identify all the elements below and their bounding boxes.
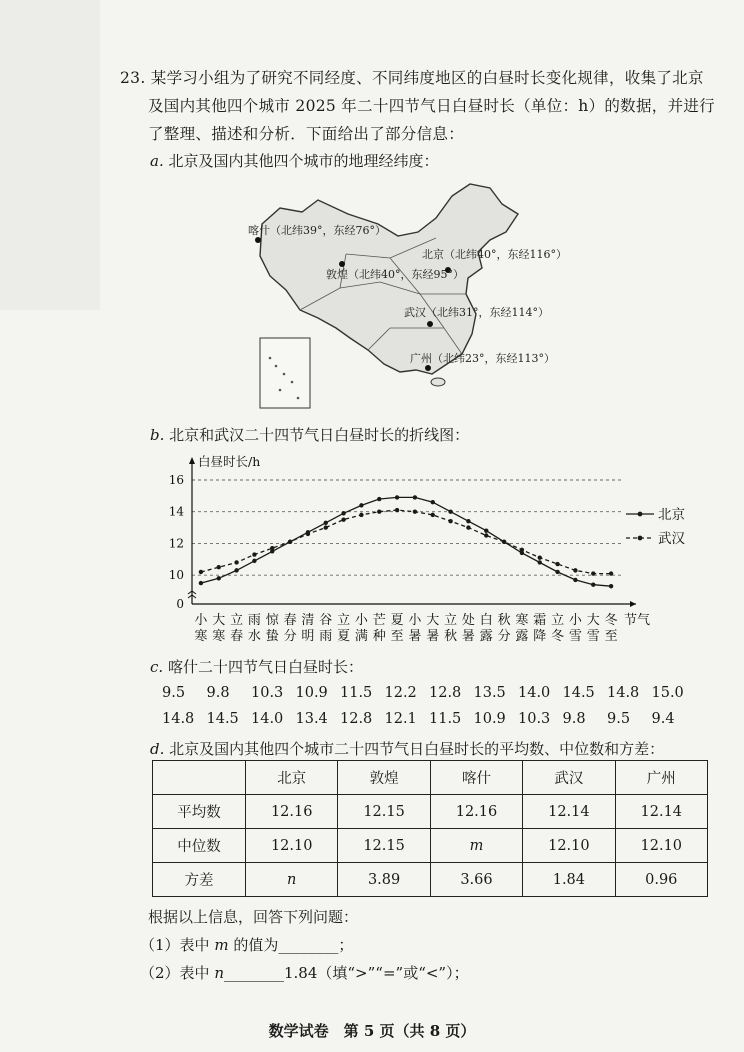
kashgar-value: 14.0 xyxy=(518,685,551,701)
kashgar-value: 10.9 xyxy=(295,685,328,701)
x-tick-label: 分 xyxy=(283,629,297,644)
data-point-0 xyxy=(359,503,363,507)
stats-table xyxy=(152,760,708,897)
data-point-0 xyxy=(199,581,203,585)
kashgar-value: 9.8 xyxy=(206,685,230,701)
x-tick-label: 种 xyxy=(372,629,386,644)
data-point-1 xyxy=(591,571,595,575)
kashgar-value: 9.8 xyxy=(562,711,586,727)
data-point-0 xyxy=(431,500,435,504)
data-point-0 xyxy=(234,568,238,572)
x-tick-label: 白 xyxy=(479,613,493,628)
y-tick-label: 0 xyxy=(176,597,184,611)
table-header-cell: 武汉 xyxy=(523,761,615,795)
x-tick-label: 小 xyxy=(194,613,208,628)
kashgar-value: 15.0 xyxy=(651,685,684,701)
x-tick-label: 立 xyxy=(551,613,565,628)
x-tick-label: 雪 xyxy=(568,629,582,644)
y-axis-arrow xyxy=(189,457,195,464)
x-tick-label: 小 xyxy=(568,613,582,628)
south-sea-inset xyxy=(260,338,310,408)
data-point-0 xyxy=(538,560,542,564)
part-c-title: 喀什二十四节气日白昼时长： xyxy=(167,658,363,676)
x-tick-label: 雨 xyxy=(247,613,261,628)
y-tick-label: 16 xyxy=(168,473,184,487)
data-point-1 xyxy=(252,552,256,556)
kashgar-value: 9.5 xyxy=(607,711,631,727)
kashgar-row-2 xyxy=(162,711,696,727)
x-tick-label: 雪 xyxy=(586,629,600,644)
x-tick-label: 暑 xyxy=(408,629,422,644)
part-b-title: 北京和武汉二十四节气日白昼时长的折线图： xyxy=(169,426,470,444)
table-cell: 12.16 xyxy=(246,795,338,829)
data-point-1 xyxy=(341,517,345,521)
x-tick-label: 水 xyxy=(247,629,261,644)
city-label-wuhan: 武汉（北纬31°，东经114°） xyxy=(404,306,549,319)
table-cell: 12.10 xyxy=(246,829,338,863)
x-tick-label: 大 xyxy=(212,613,226,628)
data-point-1 xyxy=(359,513,363,517)
data-point-1 xyxy=(199,570,203,574)
table-cell: 3.66 xyxy=(430,863,522,897)
data-point-1 xyxy=(217,565,221,569)
x-tick-label: 露 xyxy=(479,629,493,644)
data-point-1 xyxy=(395,508,399,512)
q1-variable: m xyxy=(214,936,229,954)
data-point-1 xyxy=(234,560,238,564)
part-b-heading xyxy=(150,424,469,445)
x-tick-label: 立 xyxy=(230,613,244,628)
table-row xyxy=(153,829,708,863)
table-cell: 12.15 xyxy=(338,795,430,829)
table-cell: 12.10 xyxy=(523,829,615,863)
question-1 xyxy=(140,934,353,955)
data-point-1 xyxy=(484,533,488,537)
x-tick-label: 露 xyxy=(515,629,529,644)
city-label-beijing: 北京（北纬40°，东经116°） xyxy=(422,248,567,261)
part-c-heading xyxy=(150,656,363,677)
table-header-cell: 北京 xyxy=(246,761,338,795)
x-tick-label: 清 xyxy=(301,613,315,628)
data-point-1 xyxy=(609,571,613,575)
kashgar-value: 13.5 xyxy=(473,685,506,701)
table-header-cell: 喀什 xyxy=(430,761,522,795)
x-tick-label: 至 xyxy=(390,629,404,644)
kashgar-value: 9.4 xyxy=(651,711,675,727)
data-point-0 xyxy=(448,510,452,514)
x-tick-label: 秋 xyxy=(444,629,458,644)
data-point-0 xyxy=(377,497,381,501)
data-point-1 xyxy=(413,510,417,514)
legend-label-1: 武汉 xyxy=(658,531,685,547)
x-tick-label: 满 xyxy=(354,629,368,644)
data-point-0 xyxy=(413,495,417,499)
table-cell: 12.14 xyxy=(615,795,707,829)
table-row xyxy=(153,795,708,829)
x-tick-label: 暑 xyxy=(461,629,475,644)
data-point-1 xyxy=(324,525,328,529)
data-point-0 xyxy=(591,582,595,586)
data-point-1 xyxy=(555,562,559,566)
data-point-0 xyxy=(217,576,221,580)
kashgar-value: 12.8 xyxy=(429,685,462,701)
row-label-median: 中位数 xyxy=(153,829,246,863)
q2-variable: n xyxy=(214,964,224,982)
q1-suffix: 的值为________； xyxy=(228,936,354,954)
x-tick-label: 分 xyxy=(497,629,511,644)
series-line-1 xyxy=(201,510,611,573)
y-tick-label: 10 xyxy=(168,568,184,583)
data-point-0 xyxy=(573,578,577,582)
data-point-0 xyxy=(484,529,488,533)
table-cell: 12.10 xyxy=(615,829,707,863)
x-tick-label: 冬 xyxy=(604,613,618,628)
data-point-0 xyxy=(609,584,613,588)
x-tick-label: 谷 xyxy=(319,613,333,628)
table-header-cell: 敦煌 xyxy=(338,761,430,795)
x-tick-label: 明 xyxy=(301,629,315,644)
data-point-0 xyxy=(341,511,345,515)
x-tick-label: 小 xyxy=(408,613,422,628)
series-line-0 xyxy=(201,497,611,586)
x-tick-label: 大 xyxy=(426,613,440,628)
data-point-0 xyxy=(395,495,399,499)
table-header-cell: 广州 xyxy=(615,761,707,795)
table-cell: 12.15 xyxy=(338,829,430,863)
table-cell: 1.84 xyxy=(523,863,615,897)
daylight-line-chart xyxy=(160,452,700,652)
x-axis-arrow xyxy=(630,601,636,607)
part-d-heading xyxy=(150,738,664,759)
question-line-1: 23. 某学习小组为了研究不同经度、不同纬度地区的白昼时长变化规律，收集了北京 xyxy=(120,69,704,87)
part-a-title: 北京及国内其他四个城市的地理经纬度： xyxy=(168,152,439,170)
y-tick-label: 14 xyxy=(168,504,184,519)
question-line-3: 了整理、描述和分析．下面给出了部分信息： xyxy=(148,125,465,143)
part-d-label: d. xyxy=(150,740,165,758)
city-label-kashgar: 喀什（北纬39°，东经76°） xyxy=(248,224,386,237)
x-tick-label: 降 xyxy=(533,629,547,644)
x-tick-label: 雨 xyxy=(319,629,333,644)
x-tick-label: 惊 xyxy=(265,613,279,628)
x-tick-label: 芒 xyxy=(372,613,386,628)
data-point-1 xyxy=(448,519,452,523)
x-tick-label: 霜 xyxy=(533,613,547,628)
kashgar-value: 14.5 xyxy=(562,685,595,701)
data-point-0 xyxy=(252,559,256,563)
data-point-1 xyxy=(288,540,292,544)
kashgar-value: 11.5 xyxy=(340,685,373,701)
legend-label-0: 北京 xyxy=(658,507,685,523)
table-cell: 12.16 xyxy=(430,795,522,829)
kashgar-value: 12.1 xyxy=(384,711,417,727)
data-point-0 xyxy=(466,519,470,523)
part-a-heading xyxy=(150,150,439,171)
kashgar-value: 12.2 xyxy=(384,685,417,701)
row-label-variance: 方差 xyxy=(153,863,246,897)
part-c-label: c. xyxy=(150,658,164,676)
table-cell: 3.89 xyxy=(338,863,430,897)
part-b-label: b. xyxy=(150,426,165,444)
x-tick-label: 至 xyxy=(604,629,618,644)
x-tick-label: 春 xyxy=(283,613,297,628)
x-tick-label: 立 xyxy=(337,613,351,628)
data-point-1 xyxy=(520,548,524,552)
table-header-row xyxy=(153,761,708,795)
x-tick-label: 蛰 xyxy=(265,629,279,644)
page-shadow xyxy=(0,0,100,310)
china-map xyxy=(240,178,590,418)
question-2 xyxy=(140,962,469,983)
x-tick-label: 寒 xyxy=(212,629,226,644)
kashgar-value: 14.5 xyxy=(206,711,239,727)
kashgar-value: 10.3 xyxy=(518,711,551,727)
x-tick-label: 寒 xyxy=(194,629,208,644)
x-tick-label: 暑 xyxy=(426,629,440,644)
page-footer: 数学试卷 第 5 页（共 8 页） xyxy=(268,1022,476,1040)
data-point-1 xyxy=(573,568,577,572)
x-tick-label: 寒 xyxy=(515,613,529,628)
x-tick-label: 秋 xyxy=(497,613,511,628)
x-tick-label: 小 xyxy=(354,613,368,628)
table-cell: 12.14 xyxy=(523,795,615,829)
x-tick-label: 立 xyxy=(444,613,458,628)
data-point-1 xyxy=(466,525,470,529)
data-point-1 xyxy=(502,540,506,544)
y-tick-label: 12 xyxy=(168,536,184,551)
kashgar-value: 14.0 xyxy=(251,711,284,727)
kashgar-value: 10.3 xyxy=(251,685,284,701)
city-label-dunhuang: 敦煌（北纬40°，东经95°） xyxy=(326,268,464,281)
x-tick-label: 大 xyxy=(586,613,600,628)
table-corner-cell xyxy=(153,761,246,795)
table-cell-variable-n: n xyxy=(246,863,338,897)
x-tick-label: 冬 xyxy=(551,629,565,644)
kashgar-value: 14.8 xyxy=(162,711,195,727)
kashgar-value: 9.5 xyxy=(162,685,186,701)
x-tick-label: 夏 xyxy=(337,629,351,644)
part-d-title: 北京及国内其他四个城市二十四节气日白昼时长的平均数、中位数和方差： xyxy=(169,740,665,758)
data-point-1 xyxy=(538,556,542,560)
hainan-island xyxy=(431,378,445,386)
table-cell-variable-m: m xyxy=(430,829,522,863)
y-axis-title: 白昼时长/h xyxy=(198,454,261,469)
question-line-2: 及国内其他四个城市 2025 年二十四节气日白昼时长（单位：h）的数据，并进行 xyxy=(148,97,715,115)
table-cell: 0.96 xyxy=(615,863,707,897)
x-tick-label: 处 xyxy=(461,613,475,628)
city-label-guangzhou: 广州（北纬23°，东经113°） xyxy=(410,352,555,365)
data-point-1 xyxy=(377,510,381,514)
kashgar-row-1 xyxy=(162,685,696,701)
q1-prefix: （1）表中 xyxy=(140,936,215,954)
answers-intro: 根据以上信息，回答下列问题： xyxy=(148,908,359,926)
data-point-0 xyxy=(555,570,559,574)
legend-marker-1 xyxy=(638,536,643,541)
q2-prefix: （2）表中 xyxy=(140,964,215,982)
data-point-0 xyxy=(324,521,328,525)
kashgar-value: 10.9 xyxy=(473,711,506,727)
q2-suffix: ________1.84（填“>”“=”或“<”）； xyxy=(223,964,469,982)
table-row xyxy=(153,863,708,897)
x-tick-label: 夏 xyxy=(390,613,404,628)
data-point-1 xyxy=(431,513,435,517)
x-axis-title: 节气 xyxy=(624,613,651,628)
kashgar-value: 14.8 xyxy=(607,685,640,701)
data-point-1 xyxy=(270,546,274,550)
legend-marker-0 xyxy=(638,512,643,517)
kashgar-value: 12.8 xyxy=(340,711,373,727)
data-point-1 xyxy=(306,532,310,536)
row-label-mean: 平均数 xyxy=(153,795,246,829)
kashgar-value: 11.5 xyxy=(429,711,462,727)
kashgar-value: 13.4 xyxy=(295,711,328,727)
x-tick-label: 春 xyxy=(230,629,244,644)
part-a-label: a. xyxy=(150,152,164,170)
